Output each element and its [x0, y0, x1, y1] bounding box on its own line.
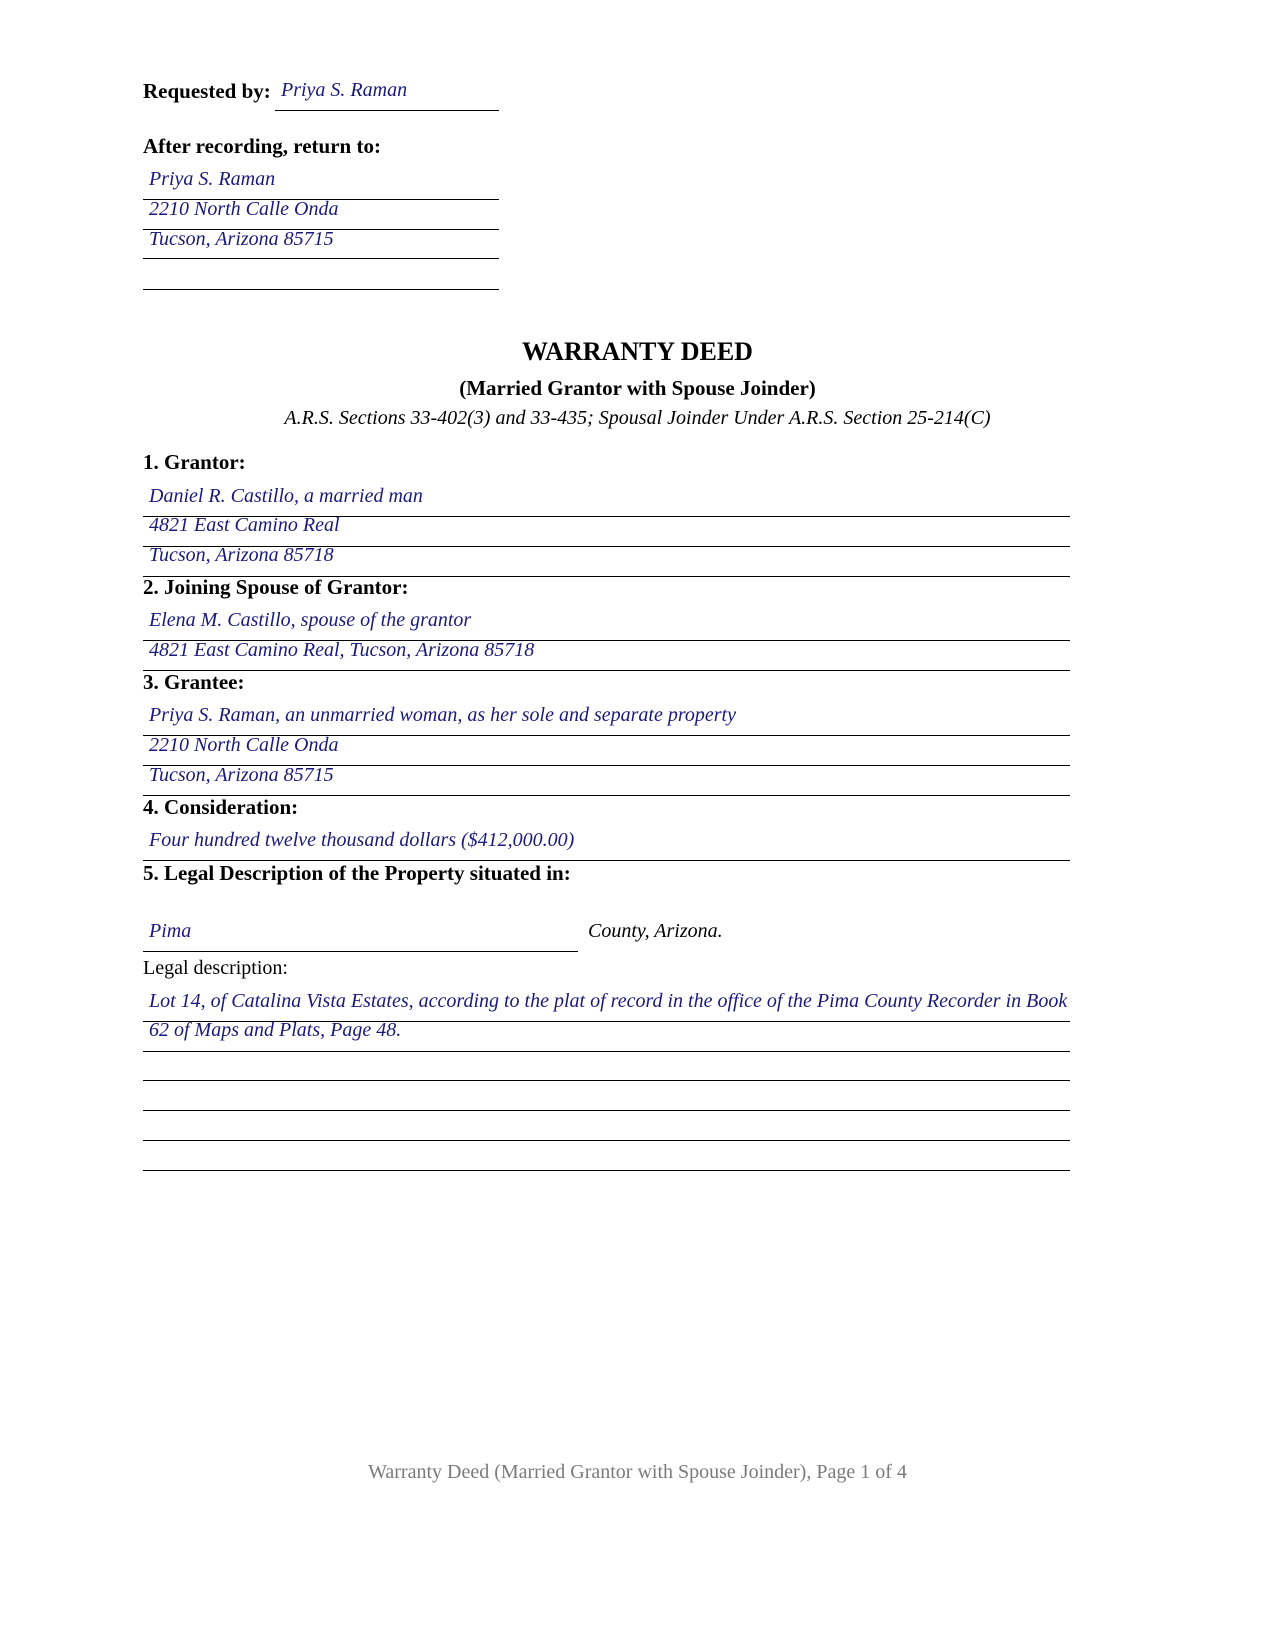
document-title: WARRANTY DEED [522, 337, 753, 366]
grantor-label: 1. Grantor: [143, 450, 246, 474]
statute-reference: A.R.S. Sections 33-402(3) and 33-435; Spousal Joinder Under A.R.S. Section 25-214(C) [284, 407, 991, 429]
legal-desc-sublabel: Legal description: [143, 957, 288, 979]
requested-by-underline [275, 110, 499, 111]
page-footer: Warranty Deed (Married Grantor with Spouse Joinder), Page 1 of 4 [368, 1461, 907, 1483]
legal-desc-line-1[interactable]: Lot 14, of Catalina Vista Estates, according to the plat of record in the office of the Pima County Recorder in Book [149, 990, 1068, 1012]
grantor-line-3[interactable]: Tucson, Arizona 85718 [149, 544, 334, 566]
grantee-label: 3. Grantee: [143, 670, 245, 694]
grantee-line-1[interactable]: Priya S. Raman, an unmarried woman, as her sole and separate property [149, 704, 736, 726]
grantor-line-2[interactable]: 4821 East Camino Real [149, 514, 340, 536]
county-field[interactable]: Pima [149, 920, 192, 942]
consideration-field[interactable]: Four hundred twelve thousand dollars ($412,000.00) [149, 829, 575, 851]
return-to-rule-3 [143, 258, 499, 259]
county-suffix: County, Arizona. [588, 920, 723, 942]
legal-desc-rule-5 [143, 1140, 1070, 1141]
consideration-label: 4. Consideration: [143, 795, 299, 819]
county-rule [143, 951, 578, 952]
legal-desc-rule-6 [143, 1170, 1070, 1171]
spouse-rule-2 [143, 670, 1070, 671]
legal-desc-line-2[interactable]: 62 of Maps and Plats, Page 48. [149, 1019, 402, 1041]
return-to-rule-4 [143, 289, 499, 290]
return-to-line-1[interactable]: Priya S. Raman [149, 168, 276, 190]
return-to-label: After recording, return to: [143, 134, 381, 158]
legal-desc-rule-4 [143, 1110, 1070, 1111]
spouse-label: 2. Joining Spouse of Grantor: [143, 575, 409, 599]
legal-desc-rule-3 [143, 1080, 1070, 1081]
spouse-line-2[interactable]: 4821 East Camino Real, Tucson, Arizona 85718 [149, 639, 535, 661]
grantee-line-2[interactable]: 2210 North Calle Onda [149, 734, 339, 756]
requested-by-label: Requested by: [143, 79, 271, 103]
grantor-line-1[interactable]: Daniel R. Castillo, a married man [149, 485, 423, 507]
document-subtitle: (Married Grantor with Spouse Joinder) [459, 376, 816, 400]
return-to-line-2[interactable]: 2210 North Calle Onda [149, 198, 339, 220]
requested-by-field[interactable]: Priya S. Raman [281, 79, 408, 101]
spouse-line-1[interactable]: Elena M. Castillo, spouse of the grantor [149, 609, 472, 631]
return-to-line-3[interactable]: Tucson, Arizona 85715 [149, 228, 334, 250]
legal-description-label: 5. Legal Description of the Property situated in: [143, 861, 571, 885]
grantee-line-3[interactable]: Tucson, Arizona 85715 [149, 764, 334, 786]
legal-desc-rule-2 [143, 1051, 1070, 1052]
